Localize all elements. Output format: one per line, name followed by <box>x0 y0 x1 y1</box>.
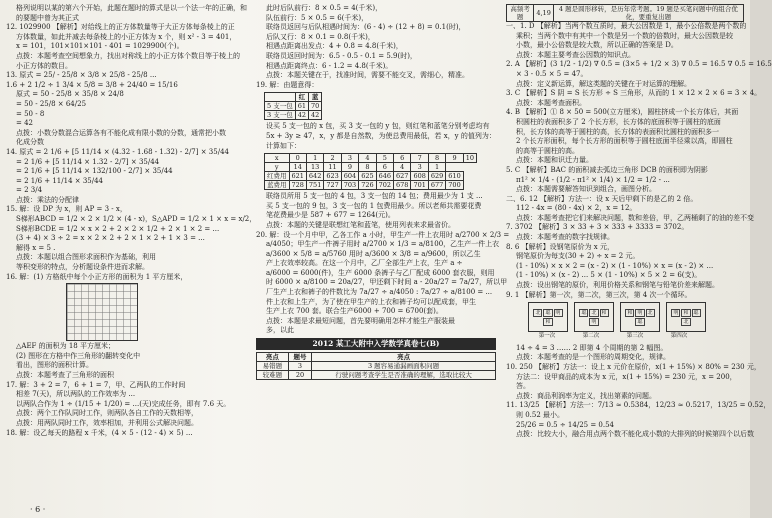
text-line: 点拨：本题和识迁力量。 <box>516 156 593 165</box>
text-line: 方法二：设甲商品的成本为 x 元，x(1 + 15%) = 230 元，x = 200， <box>516 372 737 381</box>
column-right <box>506 4 772 514</box>
rotation-word: 和 <box>601 309 607 316</box>
text-line: 后队又行：8 × 0.1 = 0.8(千米)， <box>266 32 375 41</box>
text-line: 二、6. 12 【解析】方法一：设 x 天后甲剩下的是乙的 2 倍。 <box>506 194 698 203</box>
text-line: 7. 3702 【解析】3 × 33 + 3 × 333 + 3333 = 3702。 <box>506 223 689 232</box>
table-cell: 3 <box>341 154 358 163</box>
page-number: · 6 · <box>30 505 46 514</box>
rotation-word: 聪 <box>693 309 699 316</box>
table-row <box>257 361 496 370</box>
text-line: 点拨：商品利润率为定义，找出第素的问题。 <box>516 391 656 400</box>
table-cell: 42 <box>308 111 321 120</box>
text-line: 19. 解：由题意得： <box>256 80 319 89</box>
table-row <box>265 102 322 111</box>
text-line: (1 - 10%) × (x - 2) ... 5 × (1 - 10%) × 5 × 2 = 6(支)。 <box>516 271 702 280</box>
table-cell: 610 <box>446 172 463 181</box>
table-cell: 751 <box>306 181 323 190</box>
text-line: 乘积；当两个数中有其中一个数是另一个数的倍数时，最大公因数是较 <box>516 31 733 40</box>
table-cell: 70 <box>308 102 321 111</box>
table-cell: 728 <box>289 181 306 190</box>
table-cell: 627 <box>394 172 411 181</box>
text-line: 联络员所用 5 支一包的 4 包，3 支一包的 14 包；费用最少为 1 支 ... <box>266 192 483 201</box>
table-cell: 1 <box>428 163 445 172</box>
text-line: 时 6000 × a/8100 = 20a/27，甲还剩下时间 a - 20a/27 = 7a/27，所以甲 <box>266 278 508 287</box>
table-row <box>507 5 744 22</box>
text-line: 4. B 【解析】① 8 × 50 = 500(立方厘米)，圆柱挤成一个长方体后，其面 <box>506 108 739 117</box>
text-line: a/4050；甲生产一件裤子用时 a/2700 × 1/3 = a/8100，乙生产一件上衣 <box>266 240 500 249</box>
text-line: 点拨：设出钢笔的原价，利用价格关系和钢笔与铅笔价差来解题。 <box>516 281 719 290</box>
rotation-box <box>574 302 614 332</box>
table-cell: 726 <box>359 181 376 190</box>
text-line: 点拨：本题考查了三角形的面积 <box>16 371 114 379</box>
table-header-cell: 蓝 <box>308 93 321 102</box>
rotation-word: 北 <box>647 309 653 316</box>
text-line: a/3600 × 5/8 = a/5760 用时 a/3600 × 3/8 = a/9600，所以乙生 <box>266 249 481 258</box>
text-line: (2) 图形在方格中作三角形的翻转变化中 <box>16 351 141 360</box>
text-line: 设买 5 支一包的 x 包，买 3 支一包的 y 包，则红笔和蓝笔分别考虑均有 <box>266 122 490 131</box>
text-line: 9. 1 【解析】第一次，第二次，第三次，第 4 次一个循环。 <box>506 290 692 299</box>
table-cell: 3 <box>411 163 428 172</box>
rotation-word: 北 <box>591 309 597 316</box>
text-line: 的高等于圆柱的高。 <box>516 146 579 155</box>
table-cell: 4 <box>359 154 376 163</box>
text-line: (3 + 4) × 3 ÷ 2 = x × 2 × 2 + 2 × 1 × 2 + 1 × 3 = ... <box>16 234 205 243</box>
table-row <box>257 370 496 379</box>
table-cell: 6 <box>376 163 393 172</box>
text-line: 钢笔原价为每支(30 + 2) ÷ x = 2 元。 <box>516 252 640 261</box>
text-line: 相差 7(天)，所以两队的工作效率为 ... <box>16 390 136 399</box>
text-line: 点拨：本题考查空间想象力，找出对称线上的小正方体个数目等于棱上的 <box>16 51 240 60</box>
table-cell: 较难题 <box>257 370 289 379</box>
text-line: 13. 原式 = 25/ - 25/8 × 3/8 × 25/8 - 25/8 ... <box>6 71 157 80</box>
highlights-table <box>256 352 496 380</box>
table-cell: 61 <box>295 102 308 111</box>
rotation-word: 明 <box>555 309 561 316</box>
text-line: 买 5 支一包的 9 包，3 支一包的 1 包费用最少。所以老师共需要花费 <box>266 201 482 210</box>
table-cell: 9 <box>446 154 463 163</box>
text-line: 点拨：本题以组合图形求面积作为基础，利用 <box>16 253 156 262</box>
rotation-word: 和 <box>545 318 551 325</box>
text-line: 点拨：乘法的分配律 <box>16 195 79 204</box>
text-line: = 2 1/6 + [5 11/14 × 132/100 - 2/7] × 35/44 <box>16 167 173 176</box>
text-line: 厂生产上衣和裤子的件数比为 7a/27 ÷ a/4050 : 7a/27 ÷ a/8100 = ... <box>266 288 493 297</box>
text-line: × 3 - 0.5 × 5 = 47。 <box>516 69 588 78</box>
table-cell: x <box>265 154 290 163</box>
text-line: = 2 1/6 + 11/14 × 35/44 <box>16 176 104 185</box>
text-line: 点拨：本题是求最短问题，首先要明确用怎样才能生产服装最 <box>266 316 455 325</box>
table-cell: 701 <box>411 181 428 190</box>
text-line: 3. C 【解析】S 阴 = S 长方形 ÷ S 三角形，从而的 1 × 12 × 2 × 6 = 3 × 4。 <box>506 89 762 98</box>
table-cell: 13 <box>306 163 323 172</box>
text-line: 多，以此 <box>266 326 294 335</box>
high-frequency-table <box>506 4 744 22</box>
text-line: 点拨：本题考查把它们来解决问题，数和差倍，甲，乙两桶剩了的油的差不变 <box>516 213 754 222</box>
table-cell: 10 <box>463 154 476 163</box>
rotation-word: 北 <box>683 318 689 325</box>
text-line: 原式 = 50 - 25/8 × 35/8 × 24/8 <box>16 90 124 99</box>
rotation-word: 聪 <box>545 309 551 316</box>
text-line: 2 个长方形面积，每个长方形的面积等于圆柱底面半径乘以高，即圆柱 <box>516 137 733 146</box>
text-line: 18. 解：设乙每天的路程 x 千米，(4 × 5 - (12 - 4) × 5) ... <box>6 428 193 437</box>
table-cell: 678 <box>394 181 411 190</box>
text-line: 5x + 3y ≥ 47，x，y 都是自然数，为使总费用最低，若 x，y 的值列为： <box>266 131 496 140</box>
table-cell: 4,19 <box>534 5 553 22</box>
table-cell: 42 <box>295 111 308 120</box>
text-line: 小正方体的数目。 <box>16 61 72 70</box>
text-line: 5. C 【解析】BAC 的面积减去弧边三角形 DCB 的面积即为阴影 <box>506 165 708 174</box>
text-line: 点拨：小数分数混合运算各有不能化成有限小数的分数，通常把小数 <box>16 128 226 137</box>
text-line: 点拨：比较大小，融合用点两个数不能化成小数的大排列的时候第四个以后数 <box>516 430 754 439</box>
text-line: 点拨：本题考查的是一个图形的周期变化，规律。 <box>516 353 670 362</box>
table-cell: 702 <box>376 181 393 190</box>
table-cell: 14 <box>289 163 306 172</box>
rotation-word: 聪 <box>637 318 643 325</box>
grid-figure <box>66 283 138 341</box>
text-line: 等积变形的特点，分析题设条件进而求解。 <box>16 263 149 272</box>
table-row <box>265 154 477 163</box>
text-line: 此时后队前行：8 × 0.5 = 4(千米)， <box>266 4 383 12</box>
text-line: 计算如下： <box>266 141 301 150</box>
text-line: 点拨：本题主要考查公因数的知识点。 <box>516 50 635 59</box>
table-cell: 703 <box>341 181 358 190</box>
text-line: a/6000 = 6000(件)，生产 6000 条裤子与乙厂配成 6000 套衣服，则用 <box>266 268 495 277</box>
text-line: 看出，图形的面积计算。 <box>16 361 93 370</box>
text-line: 14 ÷ 4 = 3 …… 2 即第 4 个周期的第 2 幅图。 <box>516 343 668 352</box>
table-row <box>265 111 322 120</box>
table-cell: 642 <box>306 172 323 181</box>
text-line: = 2 3/4 <box>16 186 43 195</box>
pen-price-table <box>264 92 496 120</box>
table-header-cell: 红 <box>295 93 308 102</box>
text-line: 12. 1029900 【解析】对给线上的正方体数量等于大正方体每条棱上的正 <box>6 23 235 32</box>
text-line: 一、1. D 【解析】当两个数互质时，最大公因数是 1，最小公倍数是两个数的 <box>506 22 747 30</box>
table-cell: 621 <box>289 172 306 181</box>
rotation-word: 和 <box>683 309 689 316</box>
text-line: 以两队合作为 1 ÷ (1/15 + 1/20) = ...(天)完成任务，即有 7.6 天。 <box>16 399 231 408</box>
text-line: 25/26 = 0.5 ÷ 14/25 = 0.54 <box>516 420 615 429</box>
text-line: S梯形ABCD = 1/2 × 2 × 1/2 × (4 - x)，S△APD = 1/2 × 1 × x = x/2， <box>16 215 257 224</box>
table-row <box>265 163 477 172</box>
text-line: = 2 1/6 + [5 11/14 × 1.32 - 2/7] × 35/44 <box>16 157 160 166</box>
table-cell: 蓝费用 <box>265 181 290 190</box>
table-cell: 高频考题 <box>507 5 534 22</box>
table-row <box>265 172 477 181</box>
text-line: 点拨：定义新运算，解这类题的关键在于对运算的理解。 <box>516 79 691 88</box>
rotation-word: 明 <box>637 309 643 316</box>
rotation-caption: 第一次 <box>538 333 556 340</box>
table-cell: 700 <box>446 181 463 190</box>
table-cell: 8 <box>359 163 376 172</box>
text-line: 方体数量，如此并减去每条棱上的小正方体为 x 个，则 x² - 3 = 401， <box>16 32 237 41</box>
table-cell: 4 <box>394 163 411 172</box>
text-line: 小数，最小公倍数是较大数，所以正确的答案是 D。 <box>516 41 678 50</box>
table-cell: 红费用 <box>265 172 290 181</box>
text-line: 生产上衣 700 套。联合生产6000 + 700 = 6700(套)。 <box>266 307 443 316</box>
rotation-box <box>620 302 660 332</box>
text-line: 点拨：用两队同时工作，效率相加，并利用公式解决问题。 <box>16 418 198 427</box>
text-line: 点拨：本题需要解答知识到组合，画图分析。 <box>516 185 656 194</box>
table-cell: 0 <box>289 154 306 163</box>
text-line: 队伍前行：5 × 0.5 = 6(千米)， <box>266 13 369 22</box>
rotation-word: 聪 <box>581 309 587 316</box>
table-cell: 646 <box>376 172 393 181</box>
text-line: 的要题中曾为其正式 <box>16 13 79 22</box>
text-line: = 42 <box>16 119 33 128</box>
table-cell: 行驶问题考查学生是否准确的理解，选取比较大 <box>312 370 496 379</box>
rotation-caption: 第三次 <box>626 333 644 340</box>
table-cell: 9 <box>341 163 358 172</box>
table-header-cell: 题号 <box>288 352 311 361</box>
rotation-word: 和 <box>627 309 633 316</box>
text-line: 格列说明以某的第六个开始，此题在题时的算式是以一个法一年的正确，和 <box>16 4 247 12</box>
text-line: 点拨：本题的关键是联想红笔和蓝笔，使用列表来求最省价。 <box>266 220 455 229</box>
rotation-word: 北 <box>535 309 541 316</box>
text-line: 16. 解：(1) 方格纸中每个小正方形的面积为 1 平方厘米， <box>6 272 188 281</box>
rotation-word: 明 <box>673 309 679 316</box>
word-rotation-figure <box>528 302 744 332</box>
text-line: 点拨：本题考查的数字找规律。 <box>516 233 614 242</box>
cost-table <box>264 153 496 190</box>
text-line: 积，长方体的高等于圆柱的高，长方体的表面积比圆柱的面积多一 <box>516 127 719 136</box>
text-line: 15. 解：设 DP 为 x，则 AP = 3 - x， <box>6 205 127 214</box>
table-cell: 11 <box>324 163 341 172</box>
table-cell: 2 <box>324 154 341 163</box>
table-cell: 677 <box>428 181 445 190</box>
table-cell: 5 支一包 <box>265 102 296 111</box>
table-row <box>265 181 477 190</box>
table-cell: 3 题容易通漏画面积问题 <box>312 361 496 370</box>
table-cell: 20 <box>288 370 311 379</box>
text-line: = 50 - 25/8 × 64/25 <box>16 99 87 108</box>
text-line: x = 101，101×101×101 - 401 = 1029900(个)。 <box>16 42 184 51</box>
text-line: 14. 原式 = 2 1/6 + [5 11/14 × (4.32 - 1.68 - 1.32) - 2/7] × 35/44 <box>6 147 229 156</box>
text-line: 17. 解：3 + 2 = 7，6 + 1 = 7，甲、乙两队的工作时间 <box>6 380 186 389</box>
text-line: 10. 250 【解析】方法一：设上 x 元价在原价，x(1 + 15%) × 80% = 230 元， <box>506 363 761 371</box>
text-line: 产上衣效率较高。在这一个月中，乙厂全部生产上衣，生产 a ÷ <box>266 259 463 268</box>
table-cell: 6 <box>394 154 411 163</box>
column-middle <box>256 4 510 514</box>
text-line: 20. 解：设一个月中甲，乙各工作 a 小时，甲生产一件上衣用时 a/2700 × 2/3 = <box>256 230 510 239</box>
text-line: 1.6 + 2 1/2 ÷ 1 3/4 × 5/8 = 3/8 + 24/40 = 15/16 <box>6 80 178 89</box>
text-line: 相遇点距离出发点：4 + 0.8 = 4.8(千米)， <box>266 42 403 51</box>
table-cell: 608 <box>411 172 428 181</box>
table-cell: 1 <box>306 154 323 163</box>
table-cell: 629 <box>428 172 445 181</box>
text-line: 解得 x = 5 . <box>16 243 56 252</box>
rotation-word: 明 <box>591 318 597 325</box>
text-line: 化成分数 <box>16 138 44 147</box>
text-line: 答。 <box>516 382 530 391</box>
table-cell: 4 题是圆形移转，是历年常考题。19 题是买笔问题中的组合优化，要重复出题 <box>553 5 743 22</box>
table-header-cell <box>265 93 296 102</box>
rotation-caption: 第二次 <box>582 333 600 340</box>
text-line: (1 - 10%) × x × 2 = (x - 2) × (1 - 10%) × x = (x - 2) × ... <box>516 261 714 270</box>
table-cell: 727 <box>324 181 341 190</box>
text-line: S梯形BCDE = 1/2 × x × 2 + 2 × 2 × 1/2 + 2 × 1 × 2 = ... <box>16 224 220 233</box>
text-line: 点拨：本题关键在于，找准时间，需要不能交叉，需细心，精准。 <box>266 71 469 80</box>
table-cell: 7 <box>411 154 428 163</box>
text-line: 2. A 【解析】(3 1/2 - 1/2) ∇ 0.5 = (3×5 + 1/2 × 3) ∇ 0.5 = 16.5 ∇ 0.5 = 16.5 <box>506 60 772 69</box>
text-line: = 50 - 8 <box>16 109 45 118</box>
text-line: 件上衣和上生产，为了使在甲生产的上衣和裤子均可以配成套，甲生 <box>266 297 476 306</box>
rotation-box <box>528 302 568 332</box>
rotation-caption: 第四次 <box>670 333 688 340</box>
text-line: 11. 13/25 【解析】方法一：7/13 ≈ 0.5384，12/23 ≈ 0.5217，13/25 = 0.52， <box>506 401 771 410</box>
section-title: 2012 某工大附中入学数学真卷七(B) <box>256 338 496 350</box>
text-line: △AEF 的面积为 18 平方厘米； <box>16 342 115 351</box>
table-cell: 3 支一包 <box>265 111 296 120</box>
text-line: 联络员返回与后队相遇时间为：(6 - 4) ÷ (12 + 8) = 0.1(时)， <box>266 23 466 32</box>
table-cell: 625 <box>359 172 376 181</box>
table-cell: 8 <box>428 154 445 163</box>
text-line: 相遇点距离终点：6 - 1.2 = 4.8(千米)。 <box>266 61 393 70</box>
table-cell: 623 <box>324 172 341 181</box>
rotation-box <box>666 302 706 332</box>
text-line: 则 0.52 最小。 <box>516 410 565 419</box>
table-header-cell: 亮点 <box>312 352 496 361</box>
text-line: π1² × 1/4 - (1/2 - π1² × 1/4) × 1/2 = 1/2 - ... <box>516 175 670 184</box>
text-line: 笔花费最少是 587 + 677 = 1264(元)。 <box>266 211 395 220</box>
text-line: 点拨：两个工作队同时工作，则两队各自工作的天数相等， <box>16 409 198 418</box>
table-cell: 604 <box>341 172 358 181</box>
text-line: 112 - 4x = (80 - 4x) × 2，x = 12。 <box>516 204 637 213</box>
table-cell: 易错题 <box>257 361 289 370</box>
table-header-cell: 亮点 <box>257 352 289 361</box>
table-cell: 3 <box>288 361 311 370</box>
text-line: 联络员返回时间为：6.5 - 0.5 - 0.1 = 5.9(时)， <box>266 51 417 60</box>
column-left <box>6 4 257 514</box>
text-line: 点拨：本题考查面积。 <box>516 98 586 107</box>
text-line: 8. 6 【解析】设钢笔原价为 x 元， <box>506 242 614 251</box>
table-cell: 5 <box>376 154 393 163</box>
table-cell: y <box>265 163 290 172</box>
text-line: 积圆柱的表面积多了 2 个长方形，长方体的底面积等于圆柱的底面 <box>516 117 721 126</box>
